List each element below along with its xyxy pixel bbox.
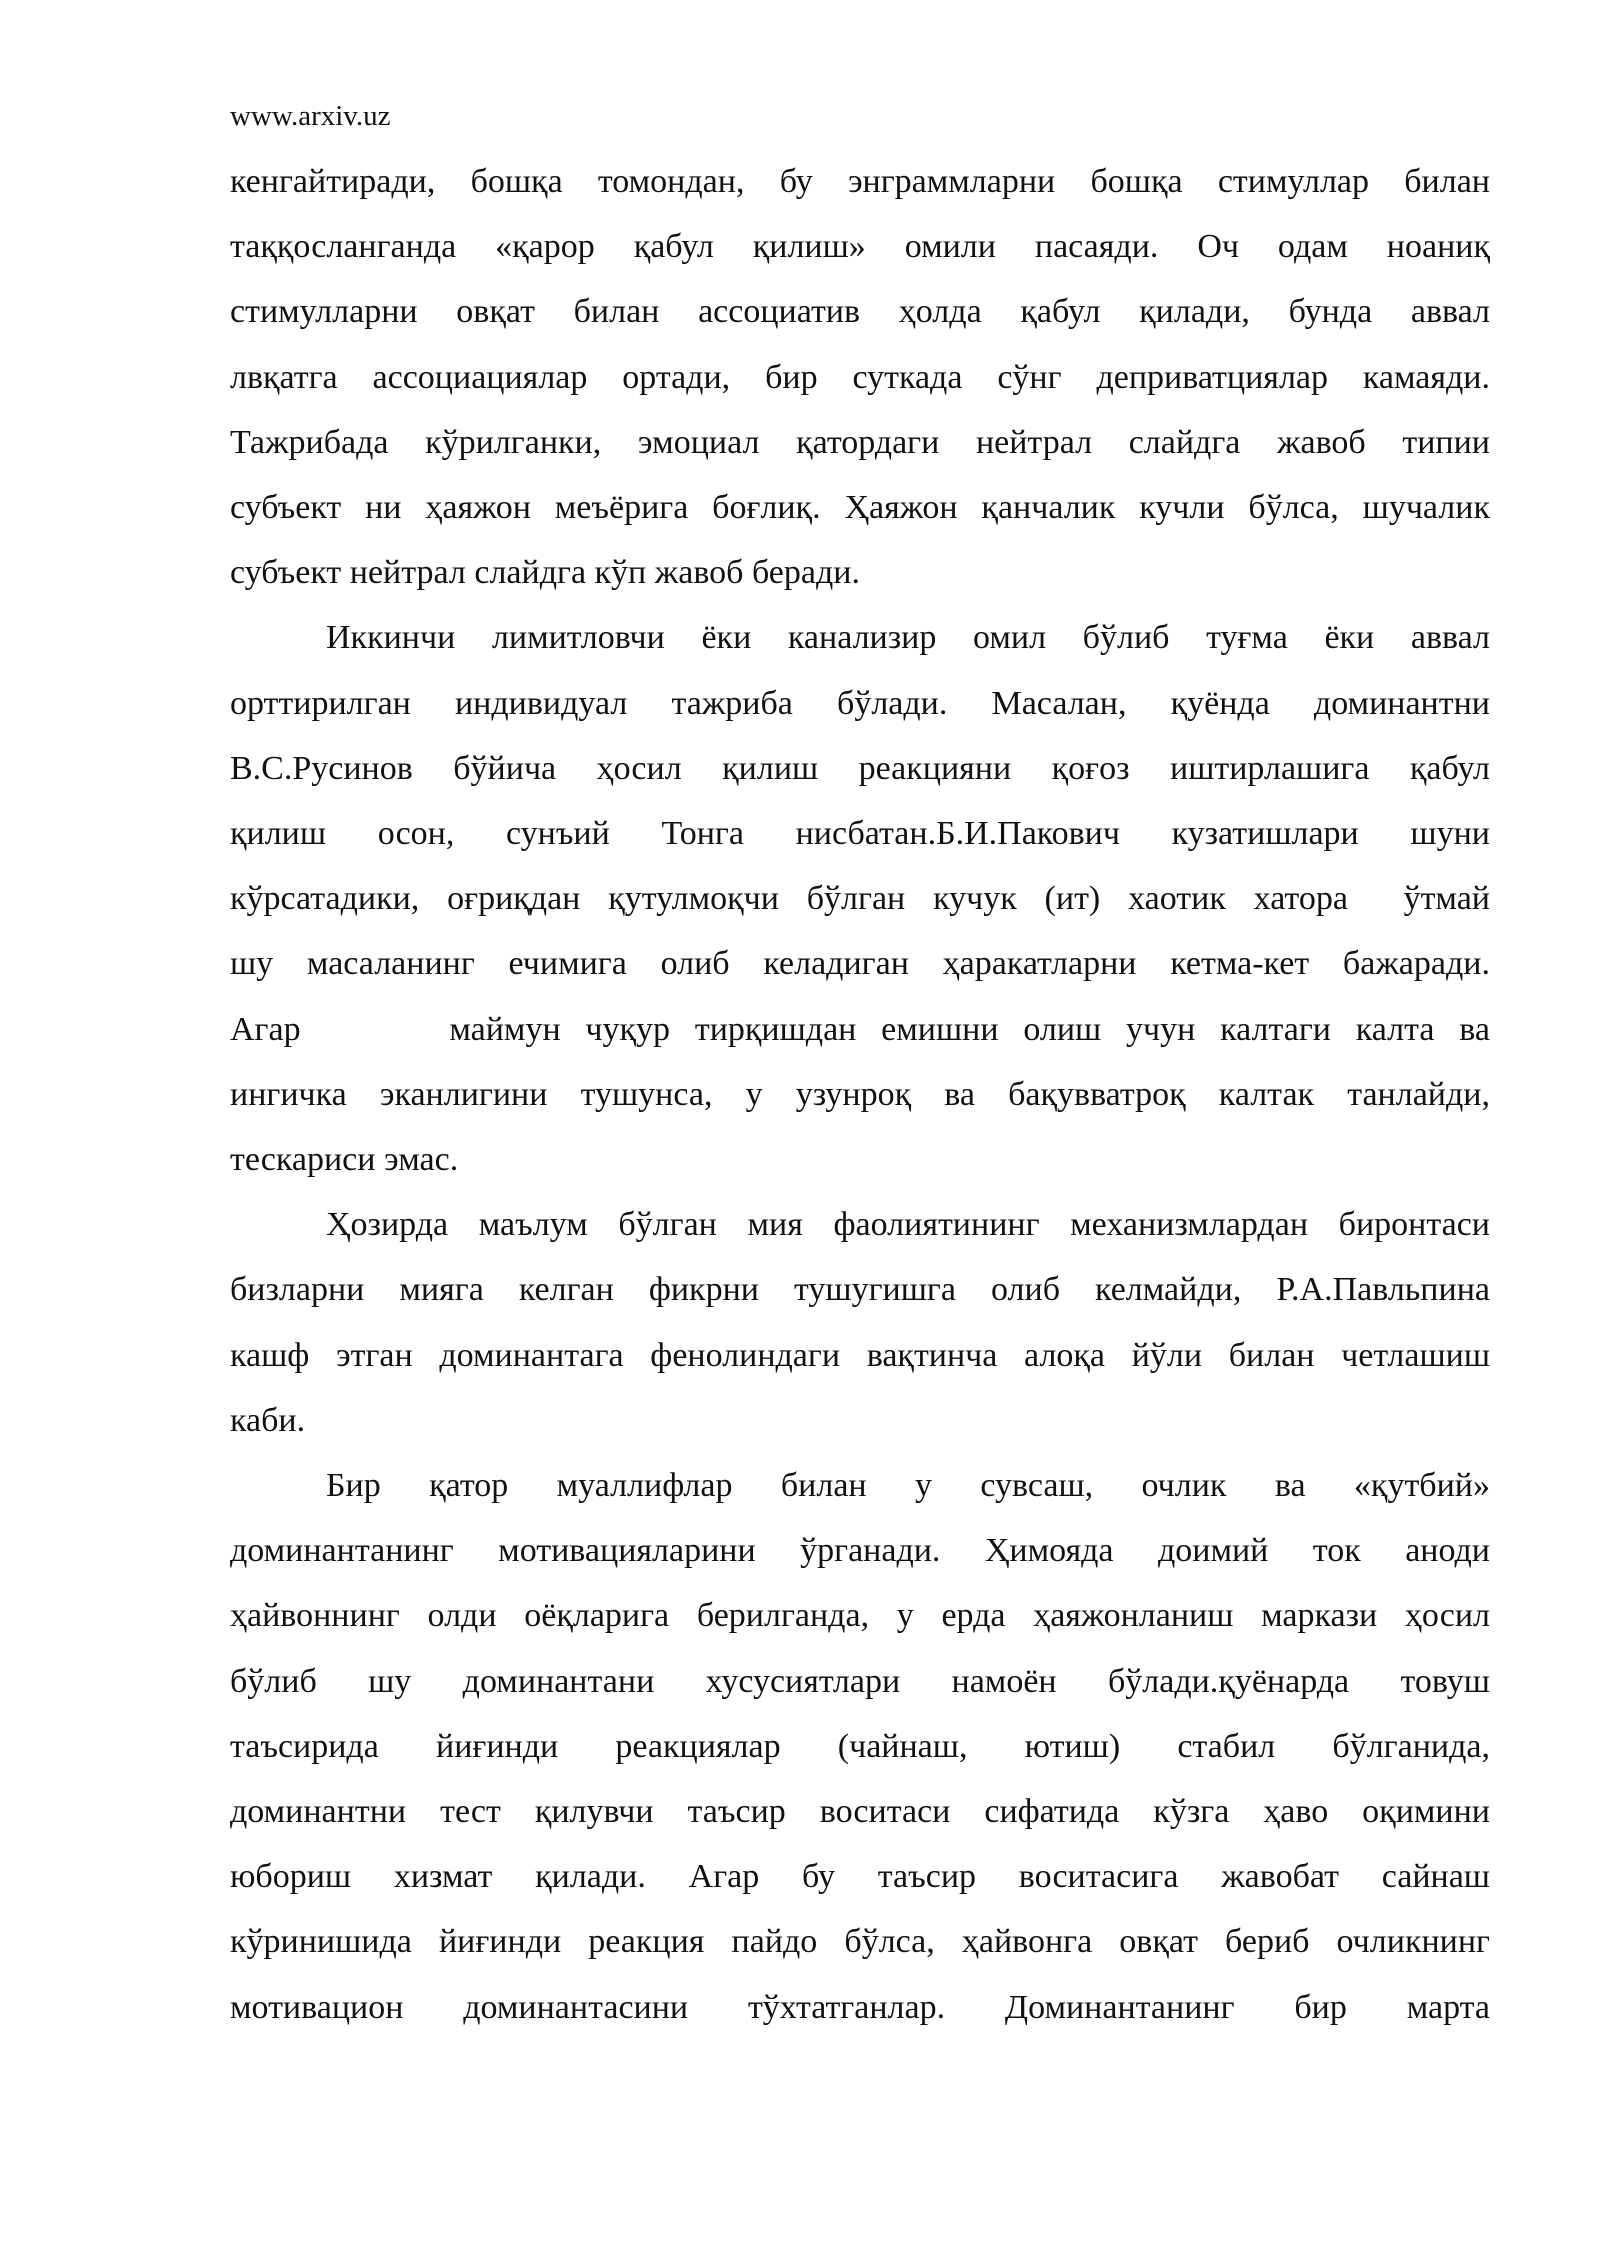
text-line: Ҳозирда маълум бўлган мия фаолиятининг механизмлардан биронтаси	[326, 1206, 1490, 1244]
text-line: каби.	[230, 1401, 306, 1439]
text-line: Агар маймун чуқур тирқишдан емишни олиш учун калтаги калта ва	[230, 1010, 1490, 1048]
text-line: Бир қатор муаллифлар билан у сувсаш, очлик ва «қутбий»	[326, 1467, 1490, 1505]
text-line: доминантни тест қилувчи таъсир воситаси сифатида кўзга ҳаво оқимини	[230, 1793, 1490, 1831]
text-line: кашф этган доминантага фенолиндаги вақтинча алоқа йўли билан четлашиш	[230, 1336, 1490, 1374]
text-line: Иккинчи лимитловчи ёки канализир омил бўлиб туғма ёки аввал	[326, 619, 1490, 657]
text-line: Тажрибада кўрилганки, эмоциал қатордаги нейтрал слайдга жавоб типии	[230, 423, 1490, 461]
text-line: бўлиб шу доминантани хусусиятлари намоён бўлади.қуёнарда товуш	[230, 1662, 1490, 1700]
site-header-url: www.arxiv.uz	[230, 100, 391, 132]
paragraph-4	[230, 1453, 1490, 2040]
text-line: таққосланганда «қарор қабул қилиш» омили пасаяди. Оч одам ноаниқ	[230, 228, 1490, 266]
text-line: В.С.Русинов бўйича ҳосил қилиш реакцияни қоғоз иштирлашига қабул	[230, 749, 1490, 787]
text-line: ингичка эканлигини тушунса, у узунроқ ва бақувватроқ калтак танлайди,	[230, 1075, 1490, 1113]
text-line: мотивацион доминантасини тўхтатганлар. Доминантанинг бир марта	[230, 1988, 1490, 2026]
text-line: юбориш хизмат қилади. Агар бу таъсир воситасига жавобат сайнаш	[230, 1858, 1490, 1896]
text-line: кенгайтиради, бошқа томондан, бу энграммларни бошқа стимуллар билан	[230, 163, 1490, 200]
paragraph-2	[230, 605, 1490, 1192]
text-line: шу масаланинг ечимига олиб келадиган ҳаракатларни кетма-кет бажаради.	[230, 945, 1490, 983]
text-line: субъект нейтрал слайдга кўп жавоб беради.	[230, 554, 860, 592]
text-line: лвқатга ассоциациялар ортади, бир суткада сўнг деприватциялар камаяди.	[230, 358, 1490, 396]
text-line: кўринишида йиғинди реакция пайдо бўлса, ҳайвонга овқат бериб очликнинг	[230, 1923, 1490, 1961]
text-line: қилиш осон, сунъий Тонга нисбатан.Б.И.Пакович кузатишлари шуни	[230, 815, 1490, 853]
text-line: стимулларни овқат билан ассоциатив ҳолда қабул қилади, бунда аввал	[230, 293, 1490, 331]
text-line: субъект ни ҳаяжон меъёрига боғлиқ. Ҳаяжон қанчалик кучли бўлса, шучалик	[230, 489, 1490, 527]
document-body	[230, 149, 1490, 2040]
text-line: орттирилган индивидуал тажриба бўлади. Масалан, қуёнда доминантни	[230, 684, 1490, 722]
text-line: бизларни мияга келган фикрни тушугишга олиб келмайди, Р.А.Павльпина	[230, 1271, 1490, 1309]
text-line: таъсирида йиғинди реакциялар (чайнаш, ютиш) стабил бўлганида,	[230, 1727, 1490, 1765]
text-line: тескариси эмас.	[230, 1141, 459, 1179]
text-line: кўрсатадики, оғриқдан қутулмоқчи бўлган кучук (ит) хаотик хатора ўтмай	[230, 880, 1490, 918]
paragraph-1	[230, 149, 1490, 605]
text-line: доминантанинг мотивацияларини ўрганади. Ҳимояда доимий ток аноди	[230, 1532, 1490, 1570]
text-line: ҳайвоннинг олди оёқларига берилганда, у ерда ҳаяжонланиш маркази ҳосил	[230, 1597, 1490, 1635]
paragraph-3	[230, 1192, 1490, 1453]
